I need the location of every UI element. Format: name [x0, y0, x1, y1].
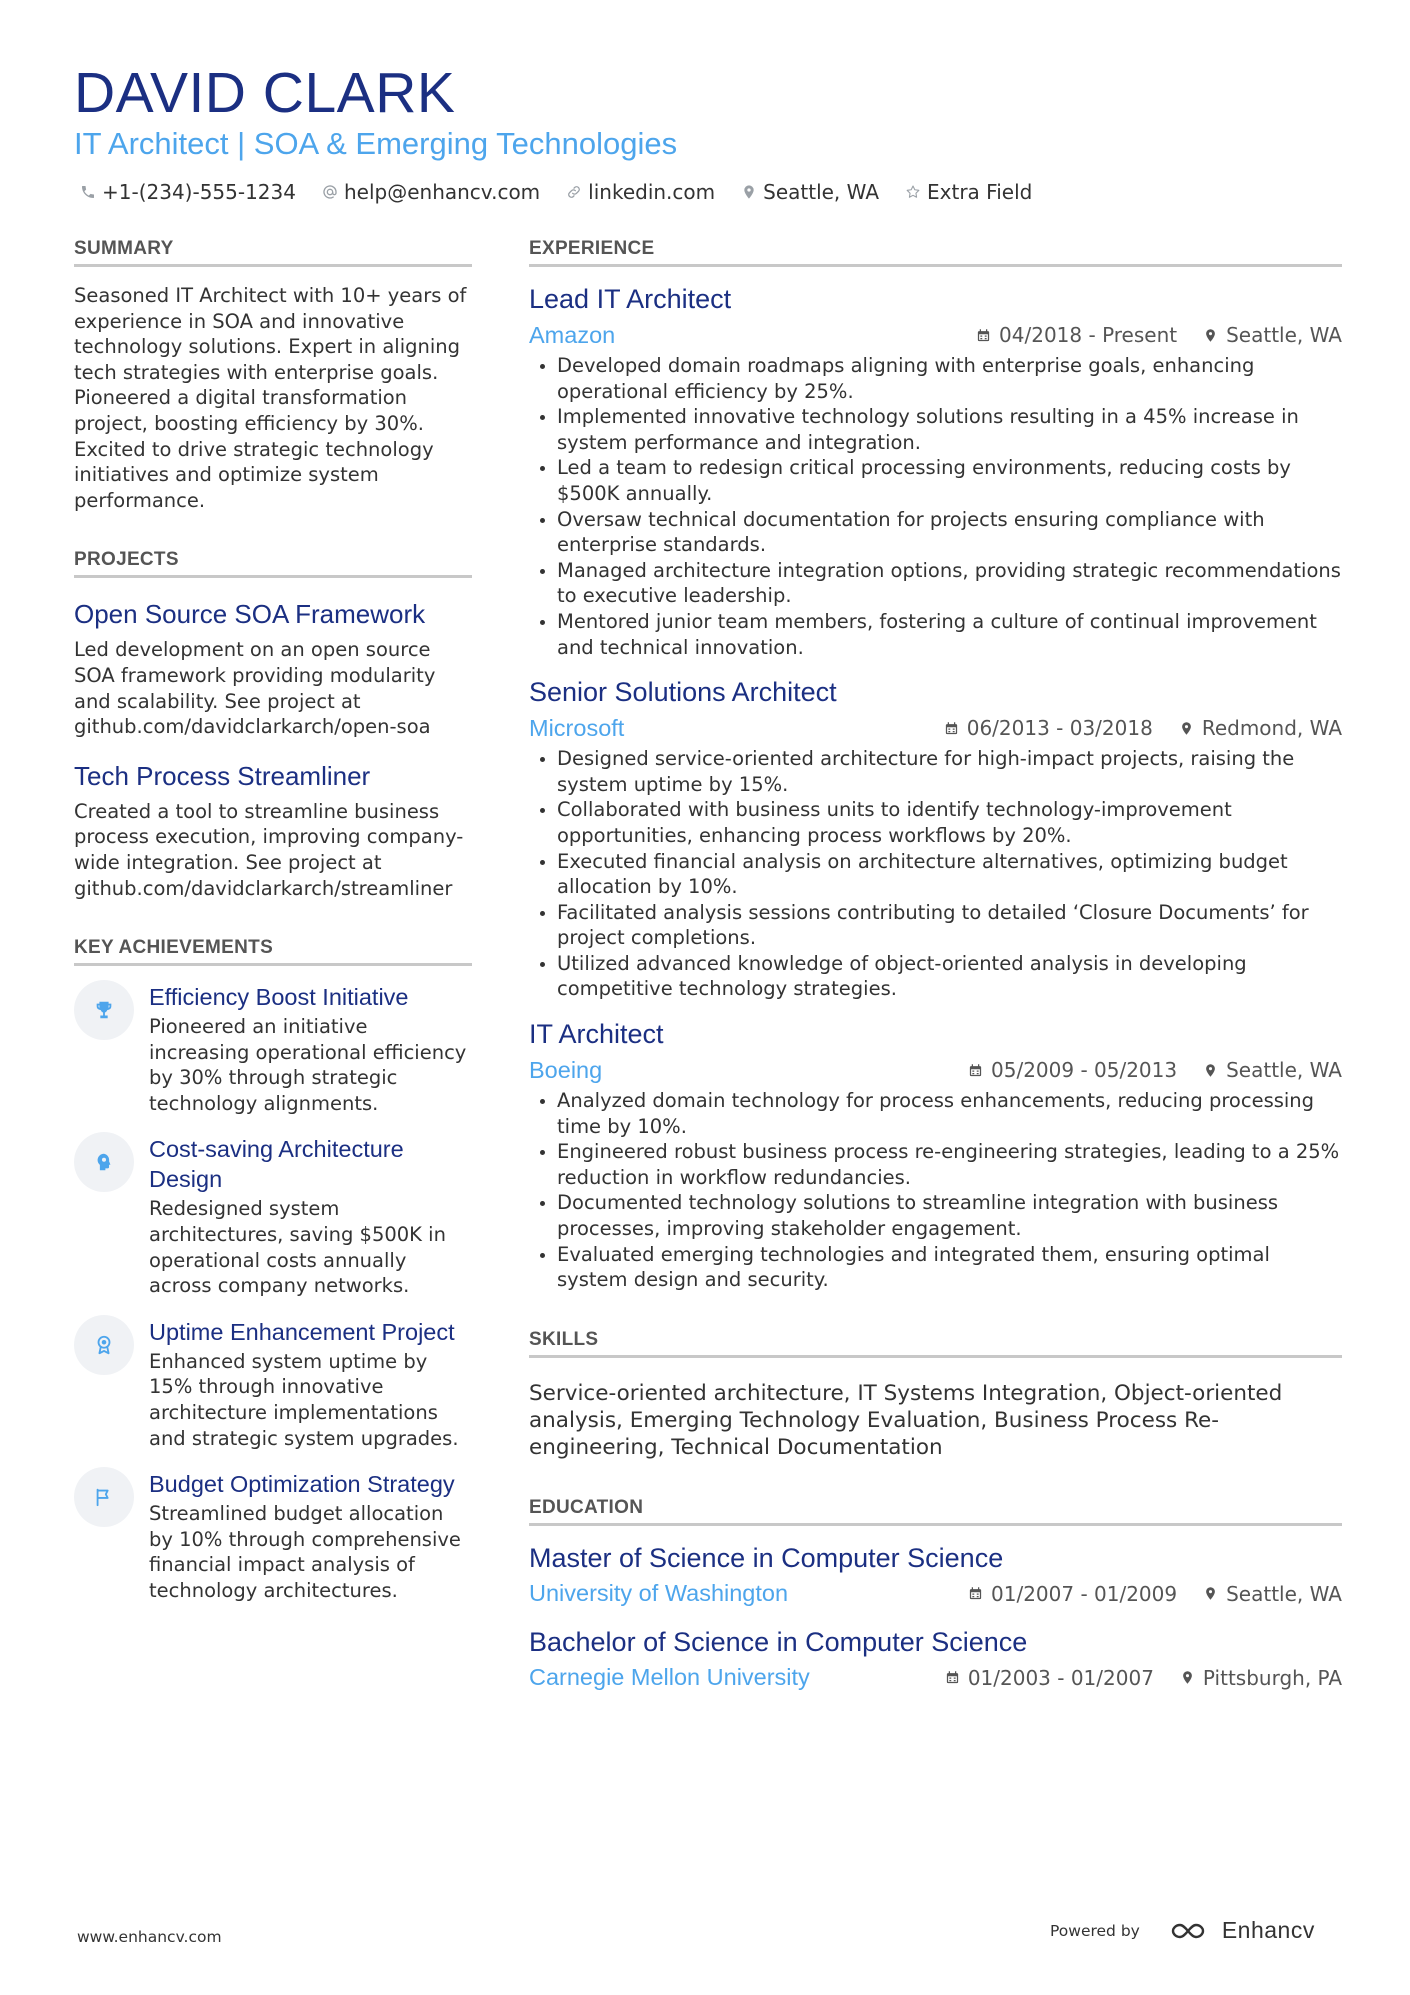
job-bullet: Analyzed domain technology for process enhancements, reducing processing time by 10%.: [557, 1088, 1342, 1139]
achievement-item: [74, 982, 472, 1116]
achievement-text: Pioneered an initiative increasing operational efficiency by 30% through strategic technology alignments.: [149, 1015, 467, 1115]
enhancv-logo[interactable]: [1168, 1917, 1315, 1944]
job-bullet: Implemented innovative technology solutions resulting in a 45% increase in system performance and integration.: [557, 404, 1342, 455]
location-icon: [1203, 328, 1218, 343]
contact-linkedin[interactable]: [566, 180, 715, 204]
job-location: [1203, 323, 1342, 347]
contact-email-text: help@enhancv.com: [343, 180, 541, 204]
achievement-icon-circle: [74, 980, 134, 1040]
star-icon: [905, 184, 921, 200]
skills-text: Service-oriented architecture, IT Systems Integration, Object-oriented analysis, Emerging Technology Evaluation, Business Process Re-engineering, Technical Documentation: [529, 1380, 1283, 1460]
skills-section: [529, 1329, 1342, 1461]
education-entry: [529, 1624, 1342, 1694]
candidate-title: IT Architect | SOA & Emerging Technologies: [74, 126, 678, 161]
candidate-name: DAVID CLARK: [74, 61, 456, 125]
achievement-item: [74, 1134, 472, 1298]
education-meta-right: [945, 1666, 1342, 1690]
job-company: Amazon: [529, 321, 616, 348]
job-company: Microsoft: [529, 714, 625, 741]
award-icon: [93, 1334, 115, 1356]
education-school: Carnegie Mellon University: [529, 1664, 810, 1691]
experience-heading: EXPERIENCE: [529, 238, 1342, 267]
job-meta: [529, 319, 1342, 351]
project-description: Led development on an open source SOA framework providing modularity and scalability. See project at github.com/davidclarkarch/open-soa: [74, 638, 436, 739]
achievement-icon-circle: [74, 1467, 134, 1527]
job-dates-text: 04/2018 - Present: [999, 323, 1178, 347]
job-dates-text: 05/2009 - 05/2013: [991, 1058, 1178, 1083]
education-section: [529, 1497, 1342, 1694]
job-meta: [529, 712, 1342, 744]
job-bullet: Designed service-oriented architecture for high-impact projects, raising the system uptime by 15%.: [557, 746, 1342, 797]
education-dates-text: 01/2007 - 01/2009: [991, 1581, 1178, 1606]
project-title: Open Source SOA Framework: [74, 599, 426, 630]
phone-icon: [80, 184, 96, 200]
link-icon: [566, 184, 582, 200]
trophy-icon: [93, 999, 115, 1021]
project-item: [74, 760, 472, 901]
job-bullet: Executed financial analysis on architecture alternatives, optimizing budget allocation by 10%.: [557, 849, 1342, 900]
job-location: [1203, 1058, 1342, 1082]
achievement-body: [149, 982, 472, 1116]
education-degree: Master of Science in Computer Science: [529, 1542, 1004, 1573]
education-degree: Bachelor of Science in Computer Science: [529, 1626, 1028, 1657]
education-entry: [529, 1540, 1342, 1610]
projects-section: [74, 549, 472, 901]
job-dates-text: 06/2013 - 03/2018: [966, 716, 1153, 741]
achievement-title: Cost-saving Architecture Design: [149, 1136, 404, 1193]
location-icon: [1179, 721, 1194, 736]
achievements-list: [74, 982, 472, 1604]
job-bullet: Led a team to redesign critical processing environments, reducing costs by $500K annually.: [557, 455, 1342, 506]
achievement-body: [149, 1134, 472, 1298]
infinity-logo-icon: [1168, 1919, 1214, 1943]
job-bullet: Evaluated emerging technologies and integrated them, ensuring optimal system design and security.: [557, 1242, 1342, 1293]
summary-section: [74, 238, 472, 513]
job-company: Boeing: [529, 1056, 603, 1083]
location-icon: [1180, 1670, 1195, 1685]
achievement-title: Uptime Enhancement Project: [149, 1318, 455, 1345]
contact-extra: [905, 180, 1032, 204]
summary-heading: SUMMARY: [74, 238, 472, 267]
projects-heading: PROJECTS: [74, 549, 472, 578]
job-location-text: Redmond, WA: [1201, 716, 1342, 741]
education-meta-right: [968, 1582, 1342, 1606]
education-heading: EDUCATION: [529, 1497, 1342, 1526]
footer-powered-by: Powered by: [1050, 1921, 1140, 1940]
education-location-text: Seattle, WA: [1226, 1581, 1342, 1606]
job-title: IT Architect: [529, 1019, 664, 1050]
job-location: [1179, 716, 1342, 740]
contact-phone[interactable]: [80, 180, 296, 204]
job-bullet: Facilitated analysis sessions contributing to detailed ‘Closure Documents’ for project completions.: [557, 900, 1342, 951]
job-bullet: Mentored junior team members, fostering a culture of continual improvement and technical innovation.: [557, 609, 1342, 660]
job-entry: [529, 281, 1342, 660]
achievement-item: [74, 1469, 472, 1603]
job-title: Senior Solutions Architect: [529, 677, 837, 708]
calendar-icon: [976, 328, 991, 343]
achievement-text: Redesigned system architectures, saving $500K in operational costs annually across company networks.: [149, 1197, 446, 1298]
right-column: [529, 238, 1342, 1730]
education-dates-text: 01/2003 - 01/2007: [967, 1665, 1154, 1690]
job-bullet: Documented technology solutions to streamline integration with business processes, improving stakeholder engagement.: [557, 1190, 1342, 1241]
project-item: [74, 598, 472, 739]
job-entry: [529, 1016, 1342, 1293]
achievement-icon-circle: [74, 1315, 134, 1375]
achievements-section: [74, 937, 472, 1604]
achievement-title: Efficiency Boost Initiative: [149, 984, 409, 1011]
location-icon: [1203, 1063, 1218, 1078]
job-location-text: Seattle, WA: [1226, 1058, 1342, 1083]
job-meta: [529, 1054, 1342, 1086]
job-bullet: Managed architecture integration options, providing strategic recommendations to executive leadership.: [557, 558, 1341, 608]
footer-branding: [1050, 1917, 1315, 1944]
location-icon: [1203, 1586, 1218, 1601]
calendar-icon: [944, 721, 959, 736]
location-icon: [741, 184, 757, 200]
job-bullet: Collaborated with business units to identify technology-improvement opportunities, enhancing process workflows by 20%.: [557, 797, 1342, 848]
job-meta-right: [944, 716, 1342, 740]
job-bullets: [529, 353, 1342, 660]
head-idea-icon: [93, 1151, 115, 1173]
contact-linkedin-text: linkedin.com: [588, 180, 716, 204]
job-entry: [529, 674, 1342, 1002]
achievement-item: [74, 1317, 472, 1451]
education-dates: [968, 1582, 1177, 1606]
education-school: University of Washington: [529, 1580, 789, 1607]
summary-text: Seasoned IT Architect with 10+ years of experience in SOA and innovative technology solutions. Expert in aligning tech strategies with enterprise goals. Pioneered a digital transformation project, boosting efficiency by 30%. Excited to drive strategic technology initiatives and optimize system performance.: [74, 284, 467, 512]
achievement-text: Streamlined budget allocation by 10% through comprehensive financial impact analysis of technology architectures.: [149, 1502, 461, 1602]
education-meta: [529, 1662, 1342, 1694]
contact-extra-text: Extra Field: [927, 180, 1033, 204]
education-location: [1203, 1582, 1342, 1606]
job-bullet: Utilized advanced knowledge of object-oriented analysis in developing competitive technology strategies.: [557, 951, 1342, 1002]
achievement-body: [149, 1469, 472, 1603]
education-location-text: Pittsburgh, PA: [1202, 1665, 1342, 1690]
education-meta: [529, 1578, 1342, 1610]
contact-phone-text: +1-(234)-555-1234: [102, 180, 296, 204]
calendar-icon: [968, 1586, 983, 1601]
calendar-icon: [968, 1063, 983, 1078]
footer-website[interactable]: www.enhancv.com: [77, 1928, 222, 1946]
contact-location-text: Seattle, WA: [763, 180, 880, 204]
education-location: [1180, 1666, 1342, 1690]
skills-heading: SKILLS: [529, 1329, 1342, 1358]
brand-name: Enhancv: [1221, 1917, 1315, 1943]
achievement-body: [149, 1317, 472, 1451]
calendar-icon: [945, 1670, 960, 1685]
achievement-title: Budget Optimization Strategy: [149, 1471, 455, 1498]
job-dates: [976, 323, 1177, 347]
job-meta-right: [976, 323, 1342, 347]
flag-icon: [93, 1486, 115, 1508]
job-bullets: [529, 1088, 1342, 1293]
project-title: Tech Process Streamliner: [74, 760, 371, 791]
contact-email[interactable]: [322, 180, 540, 204]
job-location-text: Seattle, WA: [1226, 323, 1342, 347]
achievements-heading: KEY ACHIEVEMENTS: [74, 937, 472, 966]
achievement-text: Enhanced system uptime by 15% through innovative architecture implementations and strategic system upgrades.: [149, 1349, 459, 1450]
contact-location: [741, 180, 879, 204]
job-meta-right: [968, 1058, 1342, 1082]
job-dates: [968, 1058, 1177, 1082]
project-description: Created a tool to streamline business process execution, improving company-wide integration. See project at github.com/davidclarkarch/streamliner: [74, 799, 464, 900]
contact-bar: [80, 176, 1058, 208]
job-dates: [944, 716, 1153, 740]
at-icon: [322, 184, 338, 200]
job-bullet: Oversaw technical documentation for projects ensuring compliance with enterprise standards.: [557, 507, 1342, 558]
job-bullet: Developed domain roadmaps aligning with enterprise goals, enhancing operational efficiency by 25%.: [557, 353, 1342, 404]
education-dates: [945, 1666, 1154, 1690]
job-bullets: [529, 746, 1342, 1002]
job-bullet: Engineered robust business process re-engineering strategies, leading to a 25% reduction in workflow redundancies.: [557, 1139, 1342, 1190]
achievement-icon-circle: [74, 1132, 134, 1192]
experience-section: [529, 238, 1342, 1293]
left-column: [74, 238, 472, 1640]
job-title: Lead IT Architect: [529, 284, 732, 314]
